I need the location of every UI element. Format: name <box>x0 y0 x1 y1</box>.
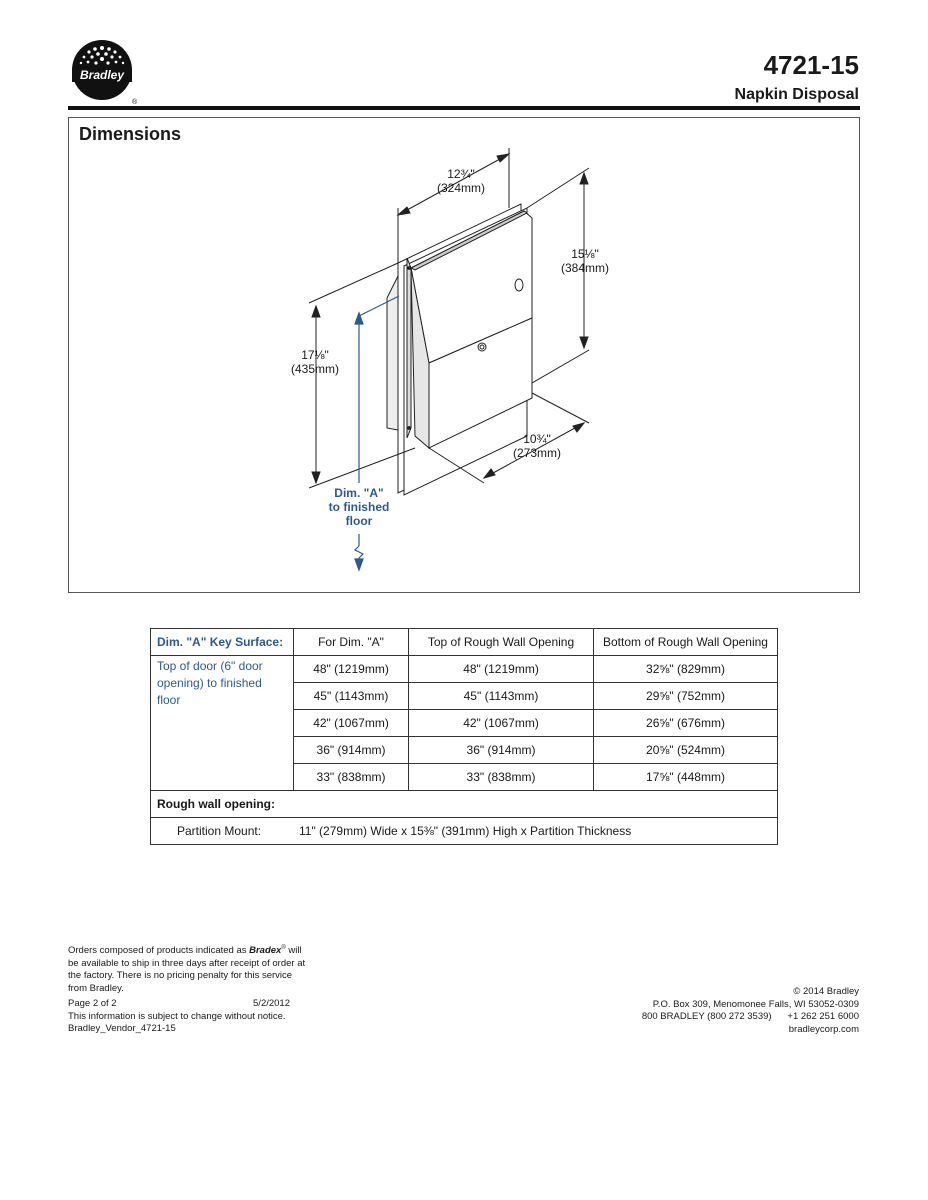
phone-line <box>642 1011 859 1024</box>
table-cell: 45" (1143mm) <box>294 683 409 710</box>
phone-international: +1 262 251 6000 <box>787 1011 859 1022</box>
table-cell: 33" (838mm) <box>409 764 594 791</box>
dim-a-label-line2: to finished <box>328 500 390 514</box>
dimensions-title: Dimensions <box>79 124 182 144</box>
table-header-row <box>151 629 778 656</box>
product-code: 4721-15 <box>763 50 859 80</box>
dimensions-panel <box>68 117 860 593</box>
document-id: Bradley_Vendor_4721-15 <box>68 1023 176 1034</box>
page-info <box>68 998 290 1036</box>
table-cell: 42" (1067mm) <box>294 710 409 737</box>
logo-wordmark: Bradley <box>79 68 125 82</box>
document-date: 5/2/2012 <box>253 998 290 1009</box>
overall-mm-label: (435mm) <box>290 362 339 376</box>
table-header-bottom-opening: Bottom of Rough Wall Opening <box>594 629 778 656</box>
width-inches-label: 12¾" <box>447 167 475 181</box>
table-cell: 48" (1219mm) <box>409 656 594 683</box>
header-rule <box>68 106 860 110</box>
phone-tollfree: 800 BRADLEY (800 272 3539) <box>641 1011 772 1022</box>
table-header-top-opening: Top of Rough Wall Opening <box>409 629 594 656</box>
bradex-note: Orders composed of products indicated as Bradex® will be available to ship in three days after receipt of order at the factory. There is no pricing penalty for this service from Bradley. <box>68 945 306 994</box>
depth-mm-label: (273mm) <box>512 446 561 460</box>
copyright: © 2014 Bradley <box>793 986 859 997</box>
contact-block <box>642 986 859 1036</box>
depth-inches-label: 10¾" <box>523 432 551 446</box>
partition-mount-value: 11" (279mm) Wide x 15⅜" (391mm) High x Partition Thickness <box>299 824 632 838</box>
dim-a-label-line3: floor <box>345 514 373 528</box>
table-cell: 48" (1219mm) <box>294 656 409 683</box>
table-cell: 17⅝" (448mm) <box>594 764 778 791</box>
bradley-logo <box>68 38 140 108</box>
partition-mount-row <box>151 818 778 845</box>
svg-text:®: ® <box>132 99 138 106</box>
table-header-key-surface: Dim. "A" Key Surface: <box>151 629 294 656</box>
overall-inches-label: 17⅛" <box>301 348 329 362</box>
table-cell: 33" (838mm) <box>294 764 409 791</box>
width-mm-label: (324mm) <box>436 181 485 195</box>
mailing-address: P.O. Box 309, Menomonee Falls, WI 53052-0309 <box>652 998 859 1010</box>
dim-a-label-line1: Dim. "A" <box>334 486 384 500</box>
partition-mount-label: Partition Mount: <box>177 824 262 838</box>
table-cell: 32⅝" (829mm) <box>594 656 778 683</box>
table-cell: 36" (914mm) <box>294 737 409 764</box>
change-notice: This information is subject to change without notice. <box>68 1010 286 1022</box>
table-cell: 20⅝" (524mm) <box>594 737 778 764</box>
bradex-logo: Bradex <box>249 945 282 957</box>
rough-opening-row <box>151 791 778 818</box>
website-link[interactable]: bradleycorp.com <box>788 1023 859 1035</box>
page-number: Page 2 of 2 <box>68 998 117 1009</box>
table-cell: 29⅝" (752mm) <box>594 683 778 710</box>
height-mm-label: (384mm) <box>560 261 609 275</box>
table-row <box>151 656 778 683</box>
key-surface-description: Top of door (6" door opening) to finished floor <box>151 656 294 791</box>
table-cell: 45" (1143mm) <box>409 683 594 710</box>
table-cell: 26⅝" (676mm) <box>594 710 778 737</box>
product-name: Napkin Disposal <box>734 86 859 103</box>
rough-opening-label: Rough wall opening: <box>151 791 778 818</box>
table-header-dim-a: For Dim. "A" <box>294 629 409 656</box>
dimension-a-table <box>150 628 778 845</box>
table-cell: 42" (1067mm) <box>409 710 594 737</box>
table-cell: 36" (914mm) <box>409 737 594 764</box>
height-inches-label: 15⅛" <box>571 247 599 261</box>
